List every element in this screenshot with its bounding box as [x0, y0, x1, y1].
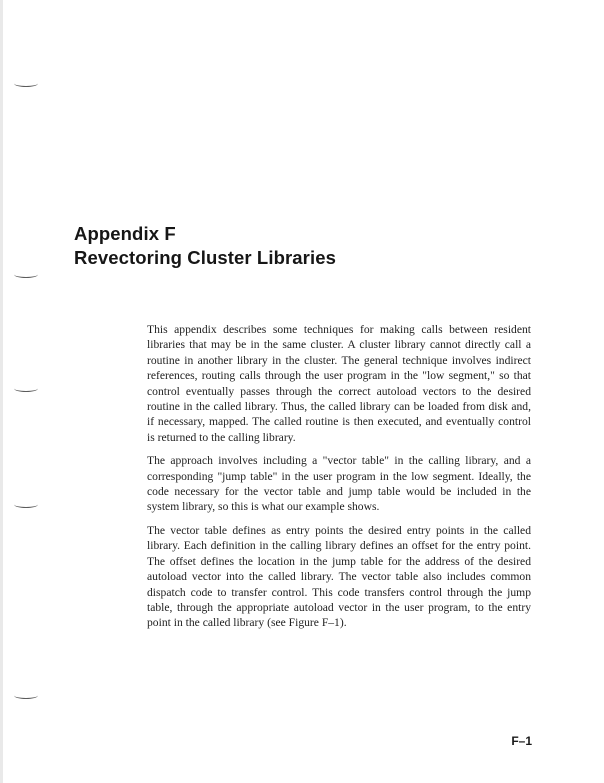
appendix-title: Revectoring Cluster Libraries [74, 247, 336, 268]
appendix-heading [74, 222, 336, 270]
binder-hole-mark [14, 385, 38, 392]
paragraph-vector-table: The vector table defines as entry points the desired entry points in the called library. Each definition in the calling library defines an offset for the entry point. The offset defines the location in the jump table for the address of the desired autoload vector into the called library. The vector table also includes common dispatch code to transfer control. This code transfers control through the jump table, through the appropriate autoload vector in the user program, to the entry point in the called library (see Figure F–1). [147, 523, 531, 630]
binder-hole-mark [14, 692, 38, 699]
paragraph-approach: The approach involves including a "vector table" in the calling library, and a corresponding "jump table" in the user program in the low segment. Ideally, the code necessary for the vector table and jump table would be included in the system library, so this is what our example shows. [147, 454, 531, 514]
binder-hole-mark [14, 80, 38, 87]
binder-hole-mark [14, 501, 38, 508]
page-number: F–1 [511, 734, 532, 748]
paragraph-intro: This appendix describes some techniques for making calls between resident libraries that may be in the same cluster. A cluster library cannot directly call a routine in another library in the cluster. The general technique involves indirect references, routing calls through the user program in the "low segment," so that control eventually passes through the correct autoload vectors to the desired routine in the called library. Thus, the called library can be loaded from disk and, if necessary, mapped. The called routine is then executed, and eventually control is returned to the calling library. [147, 323, 531, 444]
body-text [147, 322, 531, 639]
appendix-label: Appendix F [74, 223, 176, 244]
binder-hole-mark [14, 271, 38, 278]
page-edge [0, 0, 3, 783]
